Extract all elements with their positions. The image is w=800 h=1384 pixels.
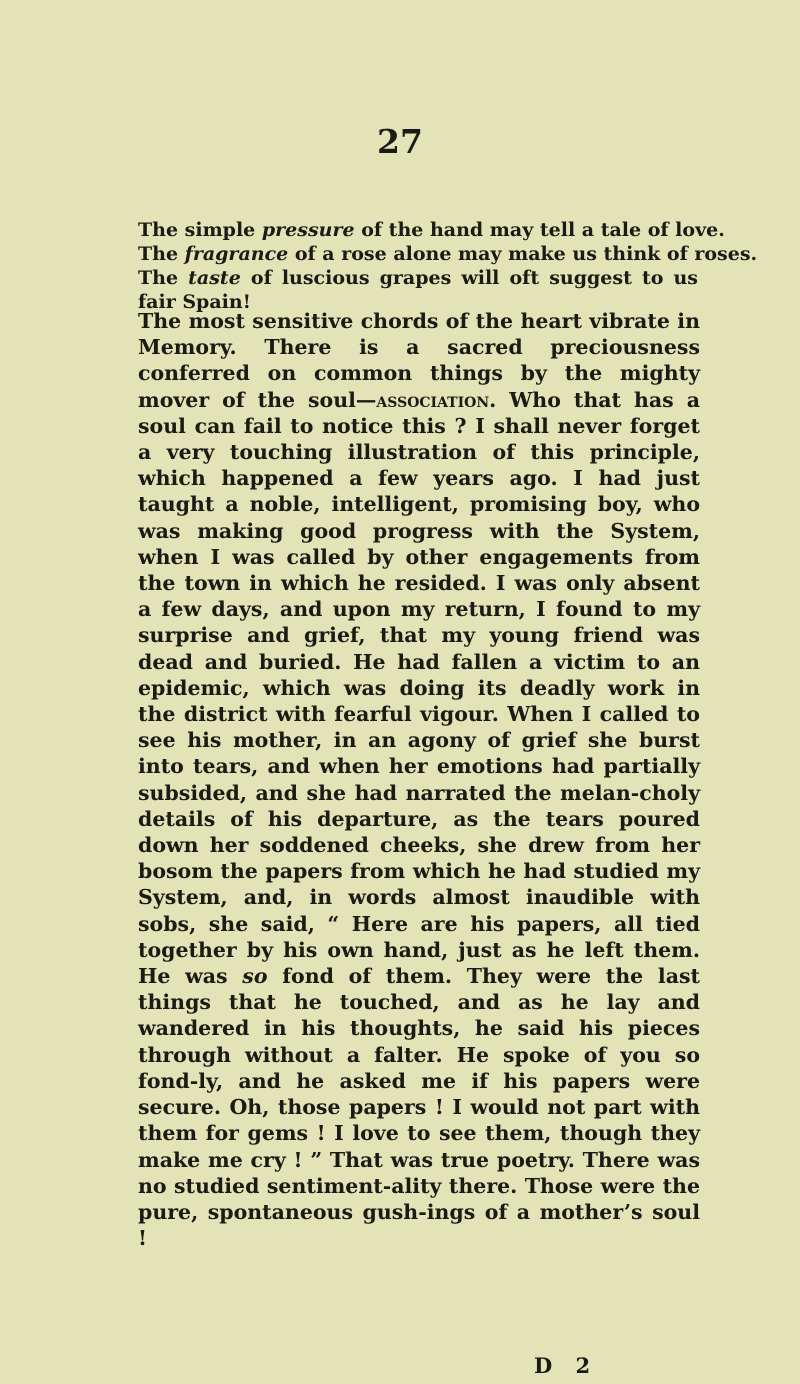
text-fragment: The most sensitive chords of the heart vibrate in Memory. There is a sacred preciousness conferred on common things by the mighty mover of the soul— (138, 309, 700, 412)
intro-line-pressure (138, 218, 725, 242)
page-number: 27 (377, 122, 423, 161)
intro-line-fragrance (138, 242, 758, 266)
body-paragraph (138, 308, 700, 1251)
text-fragment: The simple (138, 219, 262, 241)
text-fragment: of the hand may tell a tale of love. (354, 219, 725, 241)
text-fragment: The (138, 243, 185, 265)
text-fragment: of luscious grapes will oft suggest to us fair Spain! (138, 267, 699, 313)
intro-verse (138, 218, 758, 314)
text-fragment: fond of them. They were the last things that he touched, and as he lay and wandered in his thoughts, he said his pieces through without a falter. He spoke of you so fond-ly, and he asked me if his papers were secure. Oh, those papers ! I would not part with them for gems ! I love to see them, though they make me cry ! ” That was true poetry. There was no studied sentiment-ality there. Those were the pure, spontaneous gush-ings of a mother’s soul ! (138, 964, 700, 1251)
body-text (138, 308, 700, 1251)
text-fragment: of a rose alone may make us think of roses. (288, 243, 758, 265)
text-fragment: The (138, 267, 189, 289)
smallcaps-word: association (376, 387, 490, 412)
emphasis-word: pressure (261, 219, 355, 241)
emphasis-word: so (242, 964, 268, 989)
emphasis-word: fragrance (184, 243, 289, 265)
signature-mark: D 2 (534, 1353, 599, 1378)
emphasis-word: taste (188, 267, 241, 289)
intro-line-taste (138, 266, 698, 314)
text-fragment: . Who that has a soul can fail to notice this ? I shall never forget a very touching illustration of this principle, which happened a few years ago. I had just taught a noble, intelligent, promising boy, who was making good progress with the System, when I was called by other engagements from the town in which he resided. I was only absent a few days, and upon my return, I found to my surprise and grief, that my young friend was dead and buried. He had fallen a victim to an epidemic, which was doing its deadly work in the district with fearful vigour. When I called to see his mother, in an agony of grief she burst into tears, and when her emotions had partially subsided, and she had narrated the melan-choly details of his departure, as the tears poured down her soddened cheeks, she drew from her bosom the papers from which he had studied my System, and, in words almost inaudible with sobs, she said, “ Here are his papers, all tied together by his own hand, just as he left them. He was (138, 387, 700, 989)
